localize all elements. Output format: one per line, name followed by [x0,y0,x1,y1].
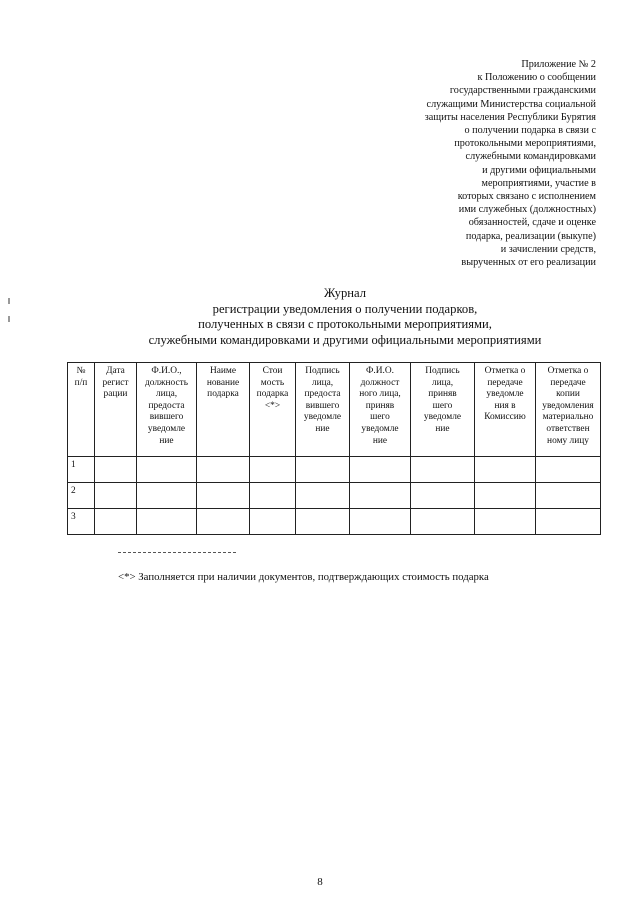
column-header-line: копии [556,389,580,400]
column-header-line: подарка [256,389,289,400]
column-header-line: подарка [207,389,239,400]
appendix-line: вырученных от его реализации [461,257,596,269]
column-header-line: Наиме [209,366,237,376]
column-header [250,363,296,457]
appendix-line: к Положению о сообщении [477,72,596,84]
column-header-line: ние [372,435,388,446]
column-header-line: лица, [311,377,334,388]
column-header-line: ному лицу [547,435,589,446]
table-cell [197,509,250,535]
table-row [68,483,601,509]
journal-title [40,286,640,348]
column-header-line: ние [435,423,450,434]
table-cell [350,457,411,483]
table-cell [137,457,197,483]
column-header [197,363,250,457]
column-header-line: вившего [149,412,184,423]
appendix-line: служащими Министерства социальной [426,98,596,110]
column-header-line: уведомле [423,412,462,423]
column-header-line: <*> [264,400,281,411]
column-header-line: Стои [262,366,283,376]
appendix-line: и другими официальными [482,164,596,176]
title-line: служебными командировками и другими официальными мероприятиями [148,332,542,347]
table-cell [95,509,137,535]
column-header-line: должность [145,377,188,388]
table-cell [250,509,296,535]
column-header-line: мость [260,377,285,388]
table-cell [137,509,197,535]
table-cell [536,509,601,535]
column-header-line: лица, [431,377,454,388]
column-header [296,363,350,457]
appendix-line: которых связано с исполнением [457,191,596,203]
appendix-line: подарка, реализации (выкупе) [465,230,596,242]
table-cell [411,457,475,483]
column-header-line: Подпись [425,366,460,376]
scan-margin-mark [8,298,10,304]
column-header-line: ного лица, [359,389,401,400]
appendix-line: государственными гражданскими [449,85,596,97]
column-header-line: Комиссию [484,412,526,423]
column-header-line: уведомле [303,412,342,423]
column-header-line: Отметка о [484,366,526,376]
table-cell [411,509,475,535]
table-row [68,457,601,483]
row-number-cell: 3 [68,509,95,535]
column-header-line: регист [102,377,129,388]
appendix-line: протокольными мероприятиями, [454,138,596,150]
table-cell [250,457,296,483]
appendix-line: обязанностей, сдаче и оценке [468,217,596,229]
column-header-line: ния в [494,400,516,411]
column-header [411,363,475,457]
appendix-line: служебными командировками [465,151,596,163]
table-cell [536,457,601,483]
column-header-line: № [76,366,86,376]
title-line: регистрации уведомления о получении подарков, [212,301,478,316]
footnote: <*> Заполняется при наличии документов, подтверждающих стоимость подарка [118,571,489,583]
table-cell [197,483,250,509]
table-cell [475,457,536,483]
column-header-line: уведомле [361,423,399,434]
column-header-line: ние [315,423,330,434]
table-cell [350,509,411,535]
table-cell [475,509,536,535]
column-header-line: приняв [365,400,395,411]
title-line: Журнал [324,286,366,300]
appendix-line: ими служебных (должностных) [458,204,596,216]
appendix-line: Приложение № 2 [521,59,596,70]
appendix-line: о получении подарка в связи с [464,125,596,137]
appendix-note [356,58,596,269]
column-header-line: шего [370,412,390,423]
page-number: 8 [317,876,323,888]
column-header [137,363,197,457]
column-header-line: лица, [155,389,178,400]
column-header [536,363,601,457]
column-header-line: Подпись [305,366,340,376]
title-line: полученных в связи с протокольными мероприятиями, [198,317,492,331]
table-cell [475,483,536,509]
appendix-line: и зачислении средств, [500,243,596,255]
table-cell [250,483,296,509]
table-cell [296,457,350,483]
column-header [475,363,536,457]
column-header-line: Отметка о [547,366,589,376]
footnote-divider [118,552,236,553]
table-cell [296,483,350,509]
table-cell [350,483,411,509]
journal-table [67,362,601,535]
column-header-line: уведомления [542,400,594,411]
table-cell [411,483,475,509]
column-header-line: передаче [487,377,523,388]
column-header-line: ние [159,435,174,446]
column-header-line: рации [103,389,128,400]
column-header-line: приняв [428,389,457,400]
column-header [95,363,137,457]
column-header-line: уведомле [147,423,186,434]
column-header [68,363,95,457]
column-header-line: Ф.И.О. [366,366,394,376]
column-header-line: нование [206,377,240,388]
appendix-line: мероприятиями, участие в [481,177,596,189]
column-header [350,363,411,457]
table-cell [95,483,137,509]
appendix-line: защиты населения Республики Бурятия [424,111,596,123]
column-header-line: уведомле [486,389,524,400]
column-header-line: предоста [304,389,341,400]
column-header-line: ответствен [546,423,590,434]
scan-margin-mark [8,316,10,322]
column-header-line: шего [432,400,453,411]
table-row [68,509,601,535]
column-header-line: предоста [148,400,185,411]
table-cell [137,483,197,509]
row-number-cell: 1 [68,457,95,483]
table-cell [296,509,350,535]
row-number-cell: 2 [68,483,95,509]
column-header-line: вившего [305,400,340,411]
table-cell [95,457,137,483]
column-header-line: должност [360,377,400,388]
column-header-line: передаче [550,377,586,388]
table-header-row [68,363,601,457]
column-header-line: п/п [74,377,88,388]
column-header-line: Ф.И.О., [151,366,182,376]
column-header-line: Дата [106,366,125,376]
table-cell [536,483,601,509]
column-header-line: материально [542,412,594,423]
table-cell [197,457,250,483]
